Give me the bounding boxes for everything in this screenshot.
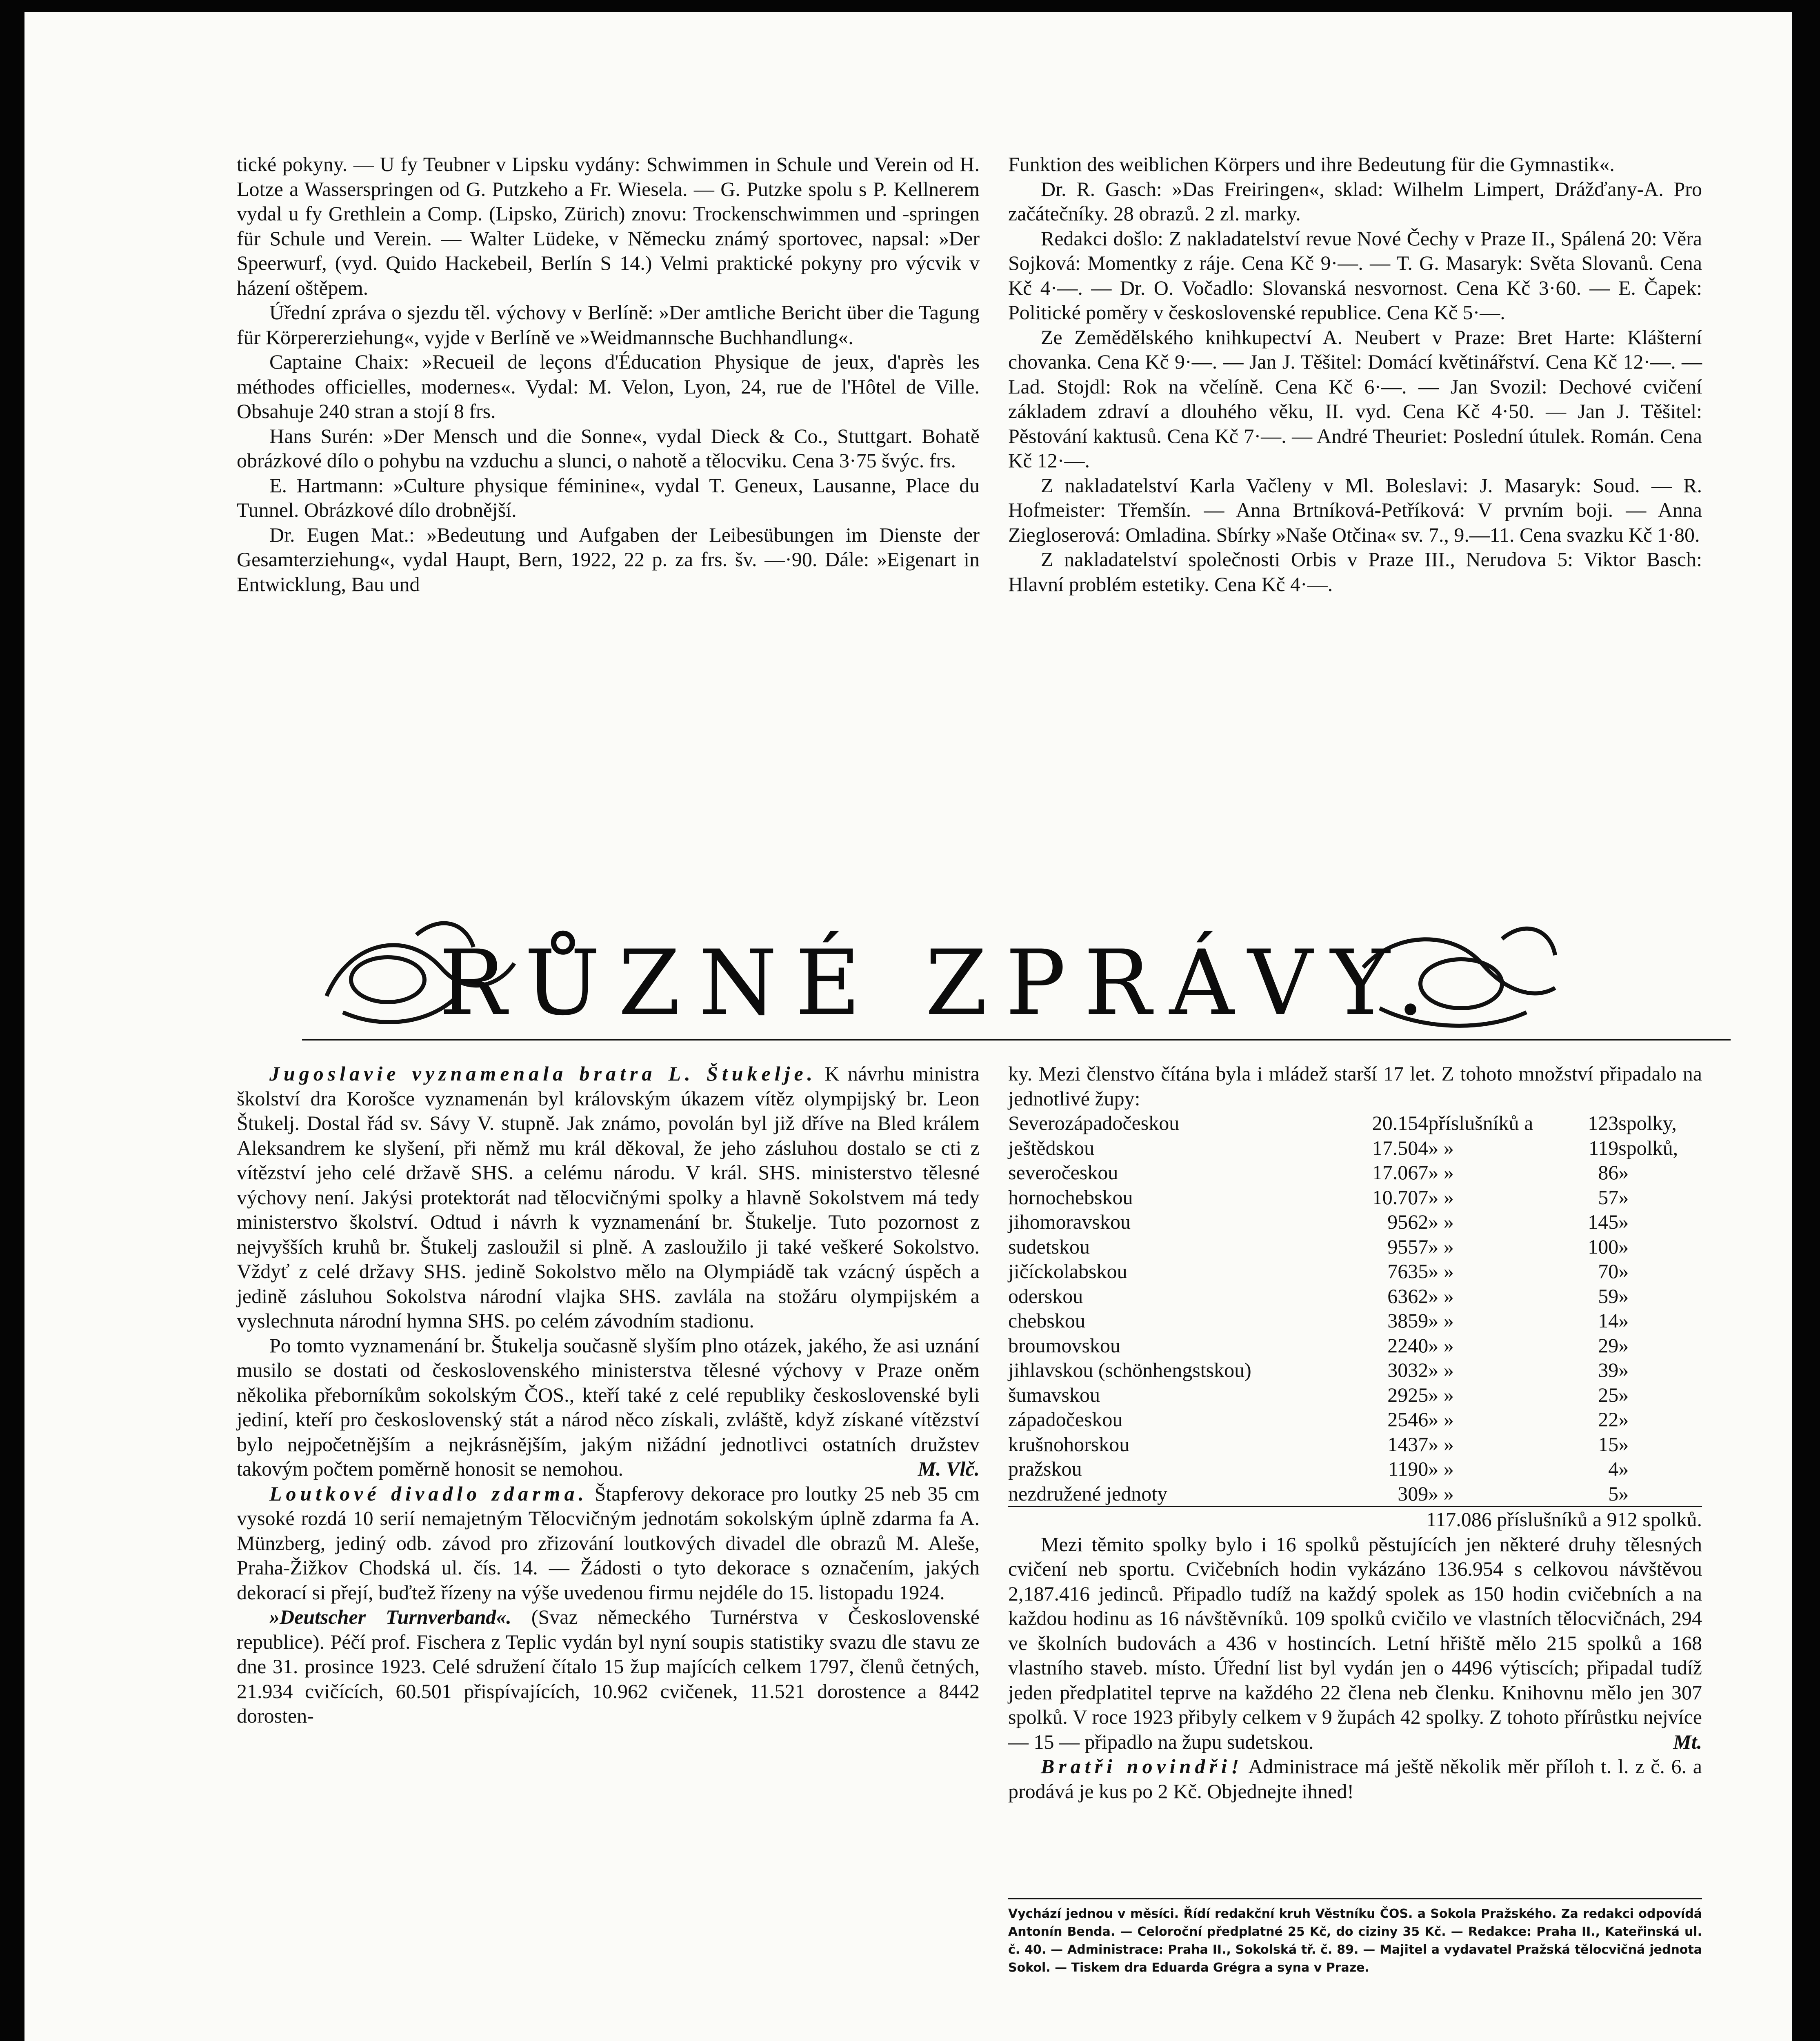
table-total: 117.086 příslušníků a 912 spolků. (1008, 1507, 1702, 1532)
news-text: Štapferovy dekorace pro loutky 25 neb 35 cm vysoké rozdá 10 serií nemajetným Tělocvičným jednotám sokolským úplně zdarma fa A. Münzberg, jediný odb. závod pro zřizování loutkových divadel dle obrazů M. Aleše, Praha-Žižkov Chodská ul. čís. 14. — Žádosti o tyto dekorace s označením, jakých dekorací si přejí, buďtež řízeny na výše uvedenou firmu nejdéle do 15. listopadu 1924. (237, 1482, 980, 1604)
table-cell: » » (1428, 1260, 1454, 1283)
imprint: Vychází jednou v měsíci. Řídí redakční kruh Věstníku ČOS. a Sokola Pražského. Za redakci odpovídá Antonín Benda. — Celoroční předplatné 25 Kč, do ciziny 35 Kč. — Redakce: Praha II., Kateřinská ul. č. 40. — Administrace: Praha II., Sokolská tř. č. 89. — Majitel a vydavatel Pražská tělocvičná jednota Sokol. — Tiskem dra Eduarda Grégra a syna v Praze. (1008, 1898, 1702, 1977)
news-item (237, 1605, 980, 1728)
table-cell: 25 (1598, 1383, 1619, 1406)
table-row (1008, 1136, 1702, 1161)
table-cell: » (1618, 1334, 1629, 1357)
table-row (1008, 1234, 1702, 1259)
table-total-row (1008, 1507, 1702, 1532)
top-left-column (237, 152, 980, 596)
paragraph: Dr. Eugen Mat.: »Bedeutung und Aufgaben der Leibesübungen im Dienste der Gesamterziehung«, vydal Haupt, Bern, 1922, 22 p. za frs. šv. —·90. Dále: »Eigenart in Entwicklung, Bau und (237, 523, 980, 596)
paragraph: Redakci došlo: Z nakladatelství revue Nové Čechy v Praze II., Spálená 20: Věra Sojková: Momentky z ráje. Cena Kč 9·—. — T. G. Masaryk: Světa Slovanů. Cena Kč 4·—. — Dr. O. Vočadlo: Slovanská nesvornost. Cena Kč 3·60. — E. Čapek: Politické poměry v československé republice. Cena Kč 5·—. (1008, 227, 1702, 324)
table-cell: příslušníků a (1428, 1112, 1533, 1134)
table-cell: 59 (1598, 1284, 1619, 1307)
section-header (318, 906, 1563, 1041)
table-cell: » » (1428, 1482, 1454, 1505)
table-cell: Severozápadočeskou (1008, 1112, 1180, 1134)
table-cell: 39 (1598, 1358, 1619, 1381)
table-cell: » (1618, 1408, 1629, 1431)
table-cell: sudetskou (1008, 1235, 1090, 1258)
table-cell: chebskou (1008, 1309, 1085, 1332)
divider (302, 1039, 1731, 1041)
table-cell: » » (1428, 1309, 1454, 1332)
table-cell: 15 (1598, 1432, 1619, 1456)
table-cell: hornochebskou (1008, 1185, 1133, 1209)
table-cell: 29 (1598, 1334, 1619, 1357)
news-title: Jugoslavie vyznamenala bratra L. Štukelje. (269, 1062, 817, 1085)
table-cell: » » (1428, 1358, 1454, 1381)
table-row (1008, 1358, 1702, 1383)
table-cell: 9562 (1387, 1210, 1429, 1233)
table-cell: ještědskou (1008, 1136, 1095, 1159)
paragraph: Captaine Chaix: »Recueil de leçons d'Éducation Physique de jeux, d'après les méthodes officielles, modernes«. Vydal: M. Velon, Lyon, 24, rue de l'Hôtel de Ville. Obsahuje 240 stran a stojí 8 frs. (237, 350, 980, 422)
table-cell: 17.504 (1372, 1136, 1429, 1159)
table-cell: 5 (1608, 1482, 1619, 1505)
table-cell: » (1618, 1432, 1629, 1456)
table-row (1008, 1456, 1702, 1481)
table-cell: 7635 (1387, 1260, 1429, 1283)
table-cell: » (1618, 1383, 1629, 1406)
table-cell: » » (1428, 1136, 1454, 1159)
table-cell: 17.067 (1372, 1161, 1429, 1184)
paragraph: ky. Mezi členstvo čítána byla i mládež starší 17 let. Z tohoto množství připadalo na jednotlivé župy: (1008, 1062, 1702, 1110)
table-cell: » » (1428, 1408, 1454, 1431)
news-text: (Svaz německého Turnérstva v Československé republice). Péčí prof. Fischera z Teplic vydán byl nyní soupis statistiky svazu dle stavu ze dne 31. prosince 1923. Celé sdružení čítalo 15 žup majících celkem 1797, členů četných, 21.934 cvičících, 60.501 přispívajících, 10.962 cvičenek, 11.521 dorostence a 8442 dorosten- (237, 1605, 980, 1727)
table-cell: » (1618, 1457, 1629, 1480)
table-cell: krušnohorskou (1008, 1432, 1130, 1456)
news-text: Administrace má ještě několik měr příloh t. l. z č. 6. a prodává je kus po 2 Kč. Objednejte ihned! (1008, 1755, 1702, 1803)
table-cell: 119 (1589, 1136, 1619, 1159)
news-item (1008, 1754, 1702, 1803)
table-cell: broumovskou (1008, 1334, 1120, 1357)
table-row (1008, 1185, 1702, 1210)
table-row (1008, 1432, 1702, 1457)
table-cell: » » (1428, 1185, 1454, 1209)
table-row (1008, 1111, 1702, 1136)
table-cell: » (1618, 1284, 1629, 1307)
table-row (1008, 1481, 1702, 1507)
paragraph: Úřední zpráva o sjezdu těl. výchovy v Berlíně: »Der amtliche Bericht über die Tagung für Körpererziehung«, vyjde v Berlíně ve »Weidmannsche Buchhandlung«. (237, 301, 980, 349)
table-cell: jičíckolabskou (1008, 1260, 1127, 1283)
news-item (237, 1481, 980, 1605)
table-cell: » » (1428, 1432, 1454, 1456)
table-cell: » (1618, 1309, 1629, 1332)
table-cell: 70 (1598, 1260, 1619, 1283)
paragraph: Dr. R. Gasch: »Das Freiringen«, sklad: Wilhelm Limpert, Drážďany-A. Pro začátečníky. 28 obrazů. 2 zl. marky. (1008, 177, 1702, 225)
table-cell: » » (1428, 1334, 1454, 1357)
news-item (237, 1333, 980, 1481)
table-row (1008, 1407, 1702, 1432)
news-title: Loutkové divadlo zdarma. (269, 1482, 588, 1505)
table-cell: » (1618, 1185, 1629, 1209)
table-cell: 22 (1598, 1408, 1619, 1431)
table-cell: spolky, (1618, 1112, 1677, 1134)
table-row (1008, 1333, 1702, 1358)
table-cell: pražskou (1008, 1457, 1082, 1480)
section-title: RŮZNÉ ZPRÁVY. (439, 931, 1443, 1035)
paragraph: Z nakladatelství Karla Vačleny v Ml. Boleslavi: J. Masaryk: Soud. — R. Hofmeister: Třemšín. — Anna Brtníková-Petříková: V prvním boji. — Anna Ziegloserová: Omladina. Sbírky »Naše Otčina« sv. 7., 9.—11. Cena svazku Kč 1·80. (1008, 474, 1702, 546)
table-cell: 145 (1588, 1210, 1619, 1233)
news-title: »Deutscher Turnverband«. (269, 1605, 511, 1628)
table-cell: 1437 (1387, 1432, 1429, 1456)
table-row (1008, 1383, 1702, 1407)
news-text: Po tomto vyznamenání br. Štukelja současně slyším plno otázek, jakého, že asi uznání musilo se dostati od československého ministerstva tělesné výchovy v Praze oněm několika přeborníkům sokolským ČOS., kteří také z celé republiky československé byli jediní, kteří pro československý stát a národ něco získali, zvláště, když získané vítězství bylo nejpočetnějším a nejkrásnějším, jakým nižádní jednotlivci ostatních družstev takovým počtem poměrně honosit se nemohou. (237, 1334, 980, 1480)
signature: Mt. (1673, 1730, 1702, 1753)
table-cell: 2546 (1387, 1408, 1429, 1431)
paragraph: Funktion des weiblichen Körpers und ihre Bedeutung für die Gymnastik«. (1008, 153, 1615, 176)
news-right-column (1008, 1061, 1702, 1803)
table-cell: jihomoravskou (1008, 1210, 1131, 1233)
table-row (1008, 1284, 1702, 1309)
table-cell: 123 (1588, 1112, 1619, 1134)
news-text: K návrhu ministra školství dra Korošce vyznamenán byl královským úkazem vítěz olympijský br. Leon Štukelj. Dostal řád sv. Sávy V. stupně. Jak známo, povolán byl již dříve na Bled králem Aleksandrem ke slyšení, při němž mu král děkoval, že jeho zásluhou dostalo se cti z vítězství jeho celé državě SHS. a celému národu. V král. SHS. ministerstvo tělesné výchovy není. Jakýsi protektorát nad tělocvičnými spolky a hlavně Sokolstvem má tedy ministerstvo školství. Odtud i návrh k vyznamenání br. Štukelje. Tuto pozornost z nejvyšších kruhů br. Štukelj zasloužil si plně. A zasloužilo ji také veškeré Sokolstvo. Vždyť z celé državy SHS. jedině Sokolstvo mělo na Olympiádě tak vzácný úspěch a jedině zásluhou Sokolstva národní vlajka SHS. zavlála na stožáru olympijském a vyslechnuta národní hymna SHS. po celém závodním stadionu. (237, 1062, 980, 1332)
table-cell: 20.154 (1372, 1112, 1429, 1134)
stats-table (1008, 1111, 1702, 1532)
table-cell: » (1618, 1235, 1629, 1258)
table-cell: 14 (1598, 1309, 1619, 1332)
table-cell: 10.707 (1372, 1185, 1429, 1209)
table-cell: 57 (1598, 1185, 1619, 1209)
table-cell: 2925 (1387, 1383, 1429, 1406)
table-cell: 9557 (1387, 1235, 1429, 1258)
table-cell: 6362 (1387, 1284, 1429, 1307)
table-cell: 86 (1598, 1161, 1619, 1184)
table-row (1008, 1259, 1702, 1284)
table-cell: spolků, (1618, 1136, 1678, 1159)
table-cell: » » (1428, 1161, 1454, 1184)
table-cell: » (1618, 1260, 1629, 1283)
paragraph: Ze Zemědělského knihkupectví A. Neubert v Praze: Bret Harte: Klášterní chovanka. Cena Kč 9·—. — Jan J. Těšitel: Domácí květinářství. Cena Kč 12·—. — Lad. Stojdl: Rok na včelíně. Cena Kč 6·—. — Jan Svozil: Dechové cvičení základem zdraví a dlouhého věku, II. vyd. Cena Kč 4·50. — Jan J. Těšitel: Pěstování kaktusů. Cena Kč 7·—. — André Theuriet: Poslední útulek. Román. Cena Kč 12·—. (1008, 325, 1702, 472)
paragraph: E. Hartmann: »Culture physique féminine«, vydal T. Geneux, Lausanne, Place du Tunnel. Obrázkové dílo drobnější. (237, 474, 980, 521)
table-cell: » (1618, 1161, 1629, 1184)
table-cell: šumavskou (1008, 1383, 1100, 1406)
table-cell: nezdružené jednoty (1008, 1482, 1168, 1505)
table-row (1008, 1160, 1702, 1185)
table-cell: » (1618, 1358, 1629, 1381)
table-cell: 4 (1608, 1457, 1619, 1480)
top-right-column (1008, 152, 1702, 596)
table-cell: jihlavskou (schönhengstskou) (1008, 1358, 1251, 1381)
table-cell: » (1618, 1210, 1629, 1233)
table-cell: 100 (1588, 1235, 1619, 1258)
table-row (1008, 1209, 1702, 1234)
table-cell: 2240 (1387, 1334, 1429, 1357)
table-cell: severočeskou (1008, 1161, 1118, 1184)
table-row (1008, 1308, 1702, 1333)
paragraph (1008, 1532, 1702, 1754)
table-cell: » (1618, 1482, 1629, 1505)
paragraph: tické pokyny. — U fy Teubner v Lipsku vydány: Schwimmen in Schule und Verein od H. Lotze a Wasserspringen od G. Putzkeho a Fr. Wiesela. — G. Putzke spolu s P. Kellnerem vydal u fy Grethlein a Comp. (Lipsko, Zürich) znovu: Trockenschwimmen und -springen für Schule und Verein. — Walter Lüdeke, v Německu známý sportovec, napsal: »Der Speerwurf, (vyd. Quido Hackebeil, Berlín S 14.) Velmi praktické pokyny pro výcvik v házení oštěpem. (237, 153, 980, 299)
table-cell: 3859 (1387, 1309, 1429, 1332)
news-left-column (237, 1061, 980, 1728)
news-text: Mezi těmito spolky bylo i 16 spolků pěstujících jen některé druhy tělesných cvičení neb sportu. Cvičebních hodin vykázáno 136.954 s celkovou návštěvou 2,187.416 jedinců. Připadlo tudíž na každý spolek as 150 hodin cvičebních a na každou hodinu as 16 návštěvníků. 109 spolků cvičilo ve vlastních tělocvičnách, 294 ve školních budovách a 436 v hostincích. Letní hřiště mělo 215 spolků a 168 vlastního staveb. místo. Úřední list byl vydán jen o 4496 výtiscích; připadal tudíž jeden předplatitel teprve na každého 22 člena neb členku. Knihovnu mělo jen 307 spolků. V roce 1923 přibyly celkem v 9 župách 42 spolky. Z tohoto přírůstku nejvíce — 15 — připadlo na župu sudetskou. (1008, 1532, 1702, 1753)
table-cell: západočeskou (1008, 1408, 1123, 1431)
table-cell: » » (1428, 1210, 1454, 1233)
news-item (237, 1061, 980, 1333)
table-cell: 309 (1398, 1482, 1429, 1505)
paragraph: Z nakladatelství společnosti Orbis v Praze III., Nerudova 5: Viktor Basch: Hlavní problém estetiky. Cena Kč 4·—. (1008, 548, 1702, 596)
table-cell: » » (1428, 1383, 1454, 1406)
table-cell: » » (1428, 1235, 1454, 1258)
table-cell: 1190 (1388, 1457, 1429, 1480)
table-cell: 3032 (1387, 1358, 1429, 1381)
table-cell: » » (1428, 1284, 1454, 1307)
paragraph: Hans Surén: »Der Mensch und die Sonne«, vydal Dieck & Co., Stuttgart. Bohatě obrázkové dílo o pohybu na vzduchu a slunci, o nahotě a tělocviku. Cena 3·75 švýc. frs. (237, 424, 980, 472)
signature: M. Vlč. (918, 1457, 980, 1480)
table-cell: » » (1428, 1457, 1454, 1480)
table-cell: oderskou (1008, 1284, 1083, 1307)
news-title: Bratři novindři! (1041, 1755, 1243, 1778)
